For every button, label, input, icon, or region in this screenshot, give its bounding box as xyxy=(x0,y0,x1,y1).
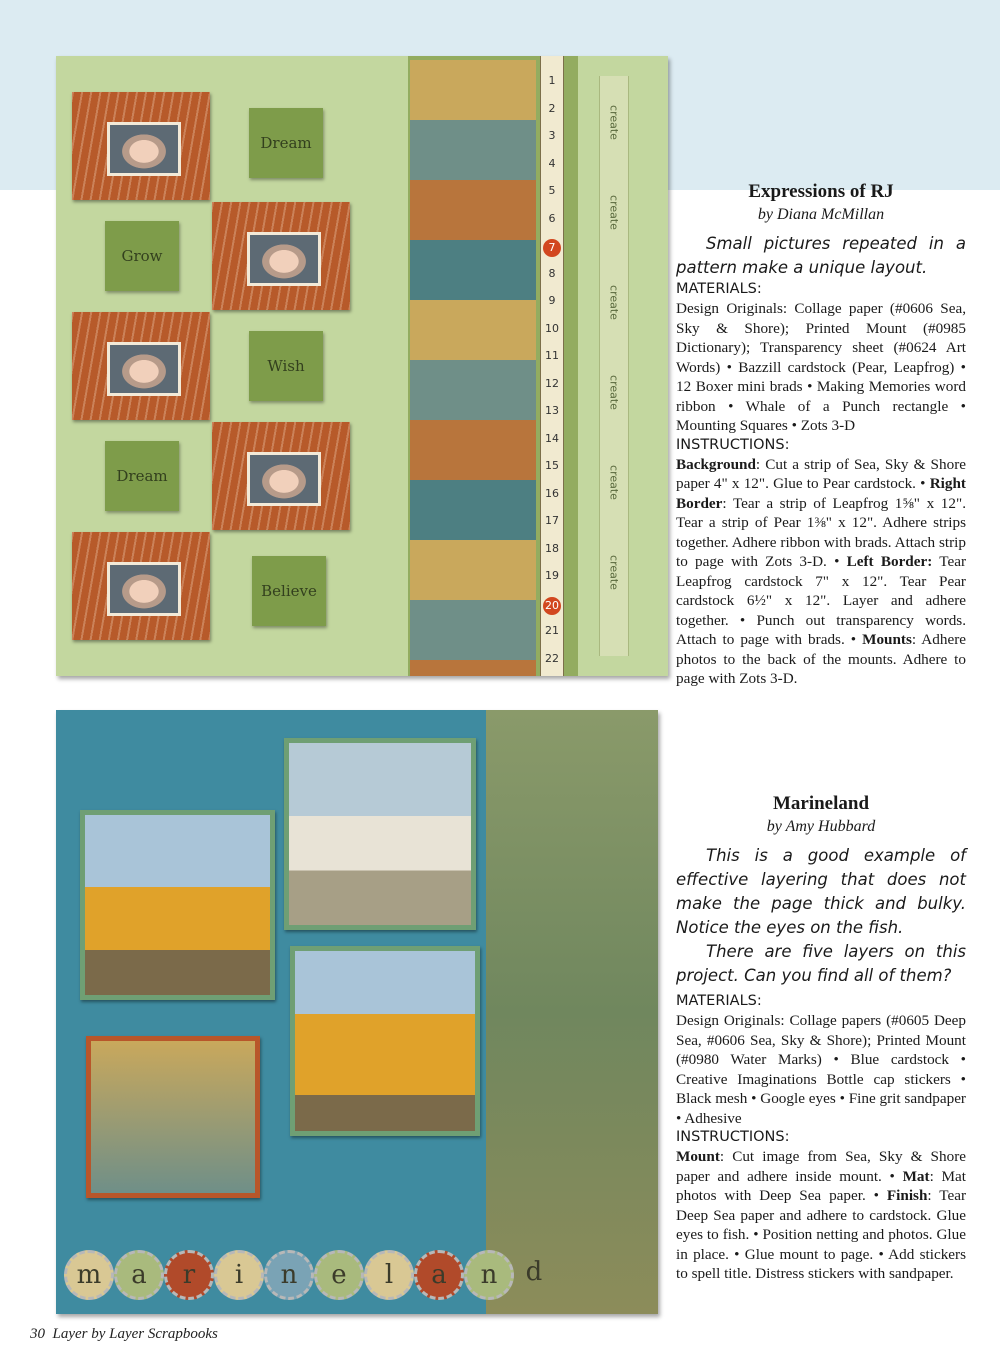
photo-shark-jaws xyxy=(284,738,476,930)
word-tile-grow: Grow xyxy=(105,221,179,291)
publication-name: Layer by Layer Scrapbooks xyxy=(52,1326,218,1342)
instructions-heading: INSTRUCTIONS: xyxy=(676,436,790,453)
title-cap-4: i xyxy=(214,1250,264,1300)
ribbon-word: create xyxy=(607,105,621,140)
ruler-number: 2 xyxy=(548,101,556,115)
ruler-number: 5 xyxy=(548,184,556,197)
word-tile-believe: Believe xyxy=(252,556,326,626)
step-text: : Tear Deep Sea paper and adhere to cardstock. Glue eyes to fish. • Position netting and photos. Glue in place. • Glue mount to page. • Add stickers to spell title. Distress stickers with sandpaper. xyxy=(676,1187,967,1282)
title-cap-1: m xyxy=(64,1250,114,1300)
page-number: 30 xyxy=(30,1326,45,1342)
step-text: Tear Leapfrog cardstock 7" x 12". Tear Pear cardstock 6½" x 12". Layer and adhere together. • Punch out transparency words. Attach to page with brads. • xyxy=(676,553,967,648)
title-cap-10: d xyxy=(525,1257,543,1287)
step-label: Mat xyxy=(902,1167,930,1185)
ruler-number: 7 xyxy=(543,239,561,257)
photo-diver-statue-1 xyxy=(80,810,275,1000)
ruler-strip xyxy=(540,56,564,676)
article-intro: This is a good example of effective layering that does not make the page thick and bulky. Notice the eyes on the fish. xyxy=(676,846,966,937)
step-label: Mount xyxy=(676,1148,720,1165)
collage-paper-strip xyxy=(410,60,536,676)
materials-text: Design Originals: Collage papers (#0605 Deep Sea, #0606 Sea, Sky & Shore); Printed Mount (#0980 Water Marks) • Blue cardstock • Creative Imaginations Bottle cap stickers • Black mesh • Google eyes • Fine grit sandpaper • Adhesive xyxy=(676,1012,966,1127)
word-ribbon xyxy=(599,76,629,656)
ribbon-word: create xyxy=(607,555,621,590)
ruler-number: 11 xyxy=(545,349,559,362)
article-marineland xyxy=(676,792,966,1284)
ruler-number: 21 xyxy=(545,624,559,637)
step-label: Left Border: xyxy=(846,553,933,570)
step-label: Mounts xyxy=(862,631,912,648)
article-intro: Small pictures repeated in a pattern make a unique layout. xyxy=(676,234,966,277)
printed-mount-divers-luck xyxy=(86,1036,260,1198)
layout-photo-marineland xyxy=(56,710,658,1314)
ribbon-word: create xyxy=(607,285,621,320)
word-tile-wish: Wish xyxy=(249,331,323,401)
step-label: Background xyxy=(676,455,756,473)
photo-mount-5 xyxy=(72,532,210,640)
ruler-number: 10 xyxy=(545,321,559,335)
materials-heading: MATERIALS: xyxy=(676,993,762,1009)
photo-mount-3 xyxy=(72,312,210,420)
step-text: : Adhere photos to the back of the mounts. Adhere to page with Zots 3-D. xyxy=(676,631,967,687)
ruler-number: 3 xyxy=(548,129,556,142)
ruler-number: 4 xyxy=(548,156,556,170)
title-cap-7: l xyxy=(364,1250,414,1300)
photo-mount-4 xyxy=(212,422,350,530)
step-text: : Cut a strip of Sea, Sky & Shore paper 4" x 12". Glue to Pear cardstock. • xyxy=(676,455,966,492)
article-byline: by Amy Hubbard xyxy=(766,818,876,835)
ribbon-word: create xyxy=(607,195,621,230)
sea-collage-paper xyxy=(486,710,658,1314)
instructions-text xyxy=(676,1147,966,1284)
article-title: Expressions of RJ xyxy=(748,181,894,202)
ribbon-word: create xyxy=(607,375,621,410)
ruler-number: 14 xyxy=(545,431,559,445)
ruler-number: 8 xyxy=(548,266,556,280)
ruler-number: 22 xyxy=(545,651,559,665)
step-text: : Mat photos with Deep Sea paper. • xyxy=(676,1167,966,1204)
ruler-number: 16 xyxy=(545,486,559,500)
ruler-number: 9 xyxy=(548,294,556,307)
word-tile-dream-2: Dream xyxy=(105,441,179,511)
ruler-number: 15 xyxy=(545,459,559,472)
article-intro-2: There are five layers on this project. Can you find all of them? xyxy=(676,942,966,985)
title-cap-8: a xyxy=(414,1250,464,1300)
step-label: Finish xyxy=(886,1187,928,1204)
instructions-text xyxy=(676,455,966,689)
page-footer xyxy=(30,1326,218,1343)
step-text: : Cut image from Sea, Sky & Shore paper and adhere inside mount. • xyxy=(676,1148,966,1185)
title-cap-9: n xyxy=(464,1250,514,1300)
title-cap-3: r xyxy=(164,1250,214,1300)
ruler-number: 20 xyxy=(543,597,561,615)
title-cap-2: a xyxy=(114,1250,164,1300)
title-cap-6: e xyxy=(314,1250,364,1300)
ruler-number: 6 xyxy=(548,211,556,225)
materials-text: Design Originals: Collage paper (#0606 Sea, Sky & Shore); Printed Mount (#0985 Dictionary); Transparency sheet (#0624 Art Words) • Bazzill cardstock (Pear, Leapfrog) • 12 Boxer mini brads • Making Memories word ribbon • Whale of a Punch rectangle • Mounting Squares • Zots 3-D xyxy=(676,300,966,434)
materials-heading: MATERIALS: xyxy=(676,281,762,297)
step-label: Right Border xyxy=(676,475,966,512)
word-tile-dream: Dream xyxy=(249,108,323,178)
ruler-number: 1 xyxy=(548,74,556,87)
ruler-number: 12 xyxy=(545,376,559,390)
layout-photo-expressions xyxy=(56,56,668,676)
ruler-number: 17 xyxy=(545,514,559,527)
photo-mount-1 xyxy=(72,92,210,200)
instructions-heading: INSTRUCTIONS: xyxy=(676,1129,790,1145)
step-text: : Tear a strip of Leapfrog 1⅝" x 12". Tear a strip of Pear 1⅜" x 12". Adhere strips together. Adhere ribbon with brads. Attach strip to page with Zots 3-D. • xyxy=(676,494,966,570)
article-title: Marineland xyxy=(772,793,870,814)
ruler-number: 19 xyxy=(545,569,559,582)
photo-mount-2 xyxy=(212,202,350,310)
photo-diver-statue-2 xyxy=(290,946,480,1136)
article-expressions xyxy=(676,180,966,689)
title-cap-5: n xyxy=(264,1250,314,1300)
ruler-number: 18 xyxy=(545,541,559,555)
ruler-number: 13 xyxy=(545,404,559,417)
ribbon-word: create xyxy=(607,465,621,500)
article-byline: by Diana McMillan xyxy=(757,206,885,223)
